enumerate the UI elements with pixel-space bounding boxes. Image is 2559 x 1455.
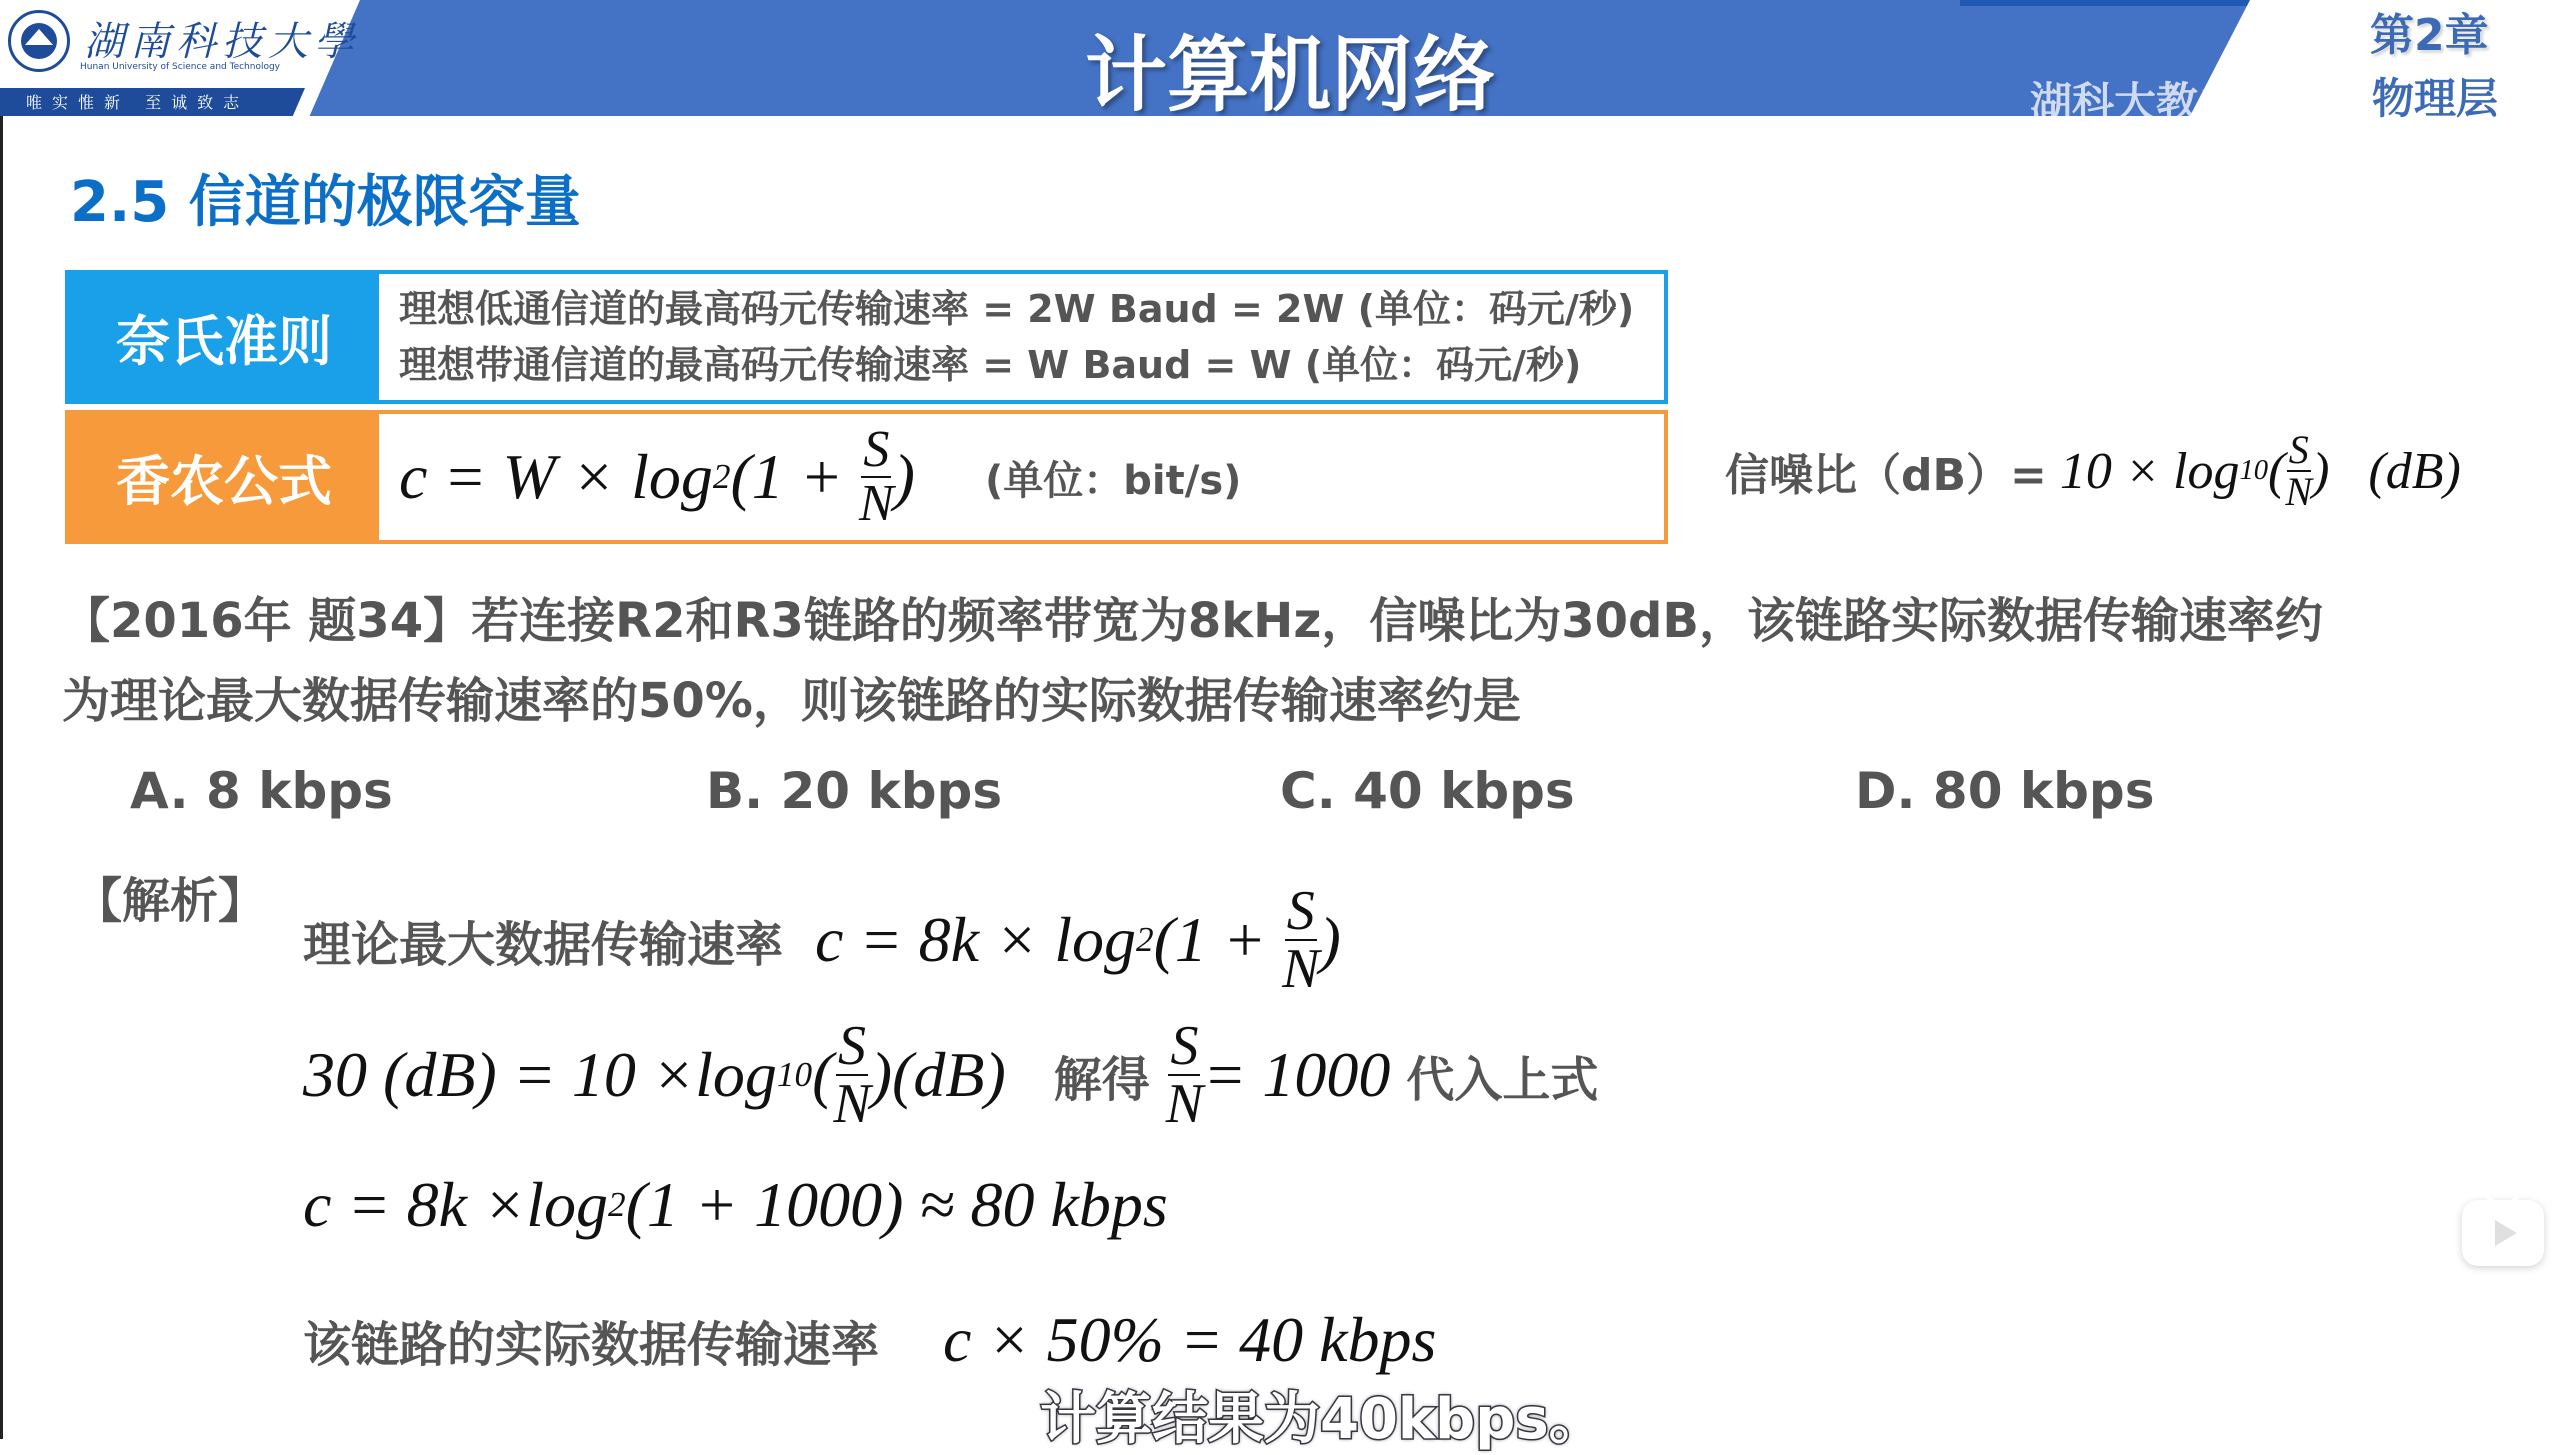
play-icon	[2495, 1220, 2517, 1246]
video-subtitle: 计算结果为40kbps。	[1040, 1387, 1605, 1452]
shannon-formula-box	[65, 410, 1668, 544]
course-title: 计算机网络	[1084, 28, 1495, 123]
analysis-step-1: 理论最大数据传输速率 c = 8k × log 2 (1 + $\frac{S}{N}$ )	[303, 880, 1341, 1000]
analysis-step-2: 30 (dB) = 10 × log 10 ( $\frac{S}{N}$ ) (dB) 解得 $\frac{S}{N}$ = 1000 代入上式	[303, 1015, 1599, 1135]
left-border	[0, 116, 3, 1439]
analysis-label: 【解析】	[74, 873, 267, 929]
analysis-step-4: 该链路的实际数据传输速率 c × 50% = 40 kbps	[303, 1304, 1437, 1375]
university-name-cn: 湖南科技大學	[84, 19, 360, 65]
header-accent-stripe	[1960, 0, 2250, 6]
nyquist-rule-box	[65, 270, 1668, 404]
option-c: C. 40 kbps	[1280, 762, 1575, 820]
tv-antenna-icon	[2481, 1188, 2495, 1206]
nyquist-label: 奈氏准则	[69, 274, 379, 400]
question-line-2: 为理论最大数据传输速率的50%，则该链路的实际数据传输速率约是	[62, 673, 1521, 729]
mini-player-button[interactable]	[2462, 1200, 2544, 1266]
nyquist-bandpass-line: 理想带通信道的最高码元传输速率 = W Baud = W (单位：码元/秒)	[399, 343, 1582, 387]
snr-formula: 信噪比（dB）= 10 × log 10 ( $\frac{S}{N}$ ) (dB)	[1725, 427, 2461, 514]
shannon-formula: c = W × log 2 (1 + $\frac{S}{N}$ ) (单位：bit/s)	[399, 421, 1242, 532]
chapter-number: 第2章	[2370, 10, 2489, 61]
tv-antenna-icon	[2509, 1188, 2523, 1206]
section-title: 2.5 信道的极限容量	[70, 170, 581, 235]
option-a: A. 8 kbps	[130, 762, 393, 820]
question-line-1: 【2016年 题34】若连接R2和R3链路的频率带宽为8kHz，信噪比为30dB，该链路实际数据传输速率约	[62, 593, 2323, 649]
university-emblem-icon	[8, 10, 70, 72]
option-b: B. 20 kbps	[706, 762, 1003, 820]
shannon-label: 香农公式	[69, 414, 379, 540]
analysis-step-3: c = 8k × log 2 (1 + 1000) ≈ 80 kbps	[303, 1169, 1168, 1240]
option-d: D. 80 kbps	[1855, 762, 2155, 820]
university-name-en: Hunan University of Science and Technology	[80, 62, 281, 72]
channel-watermark: 湖科大教书匠	[2030, 78, 2283, 127]
chapter-name: 物理层	[2372, 74, 2499, 123]
university-motto: 唯实惟新 至诚致志	[26, 93, 250, 112]
shannon-unit: (单位：bit/s)	[984, 457, 1242, 504]
nyquist-lowpass-line: 理想低通信道的最高码元传输速率 = 2W Baud = 2W (单位：码元/秒)	[399, 287, 1635, 331]
